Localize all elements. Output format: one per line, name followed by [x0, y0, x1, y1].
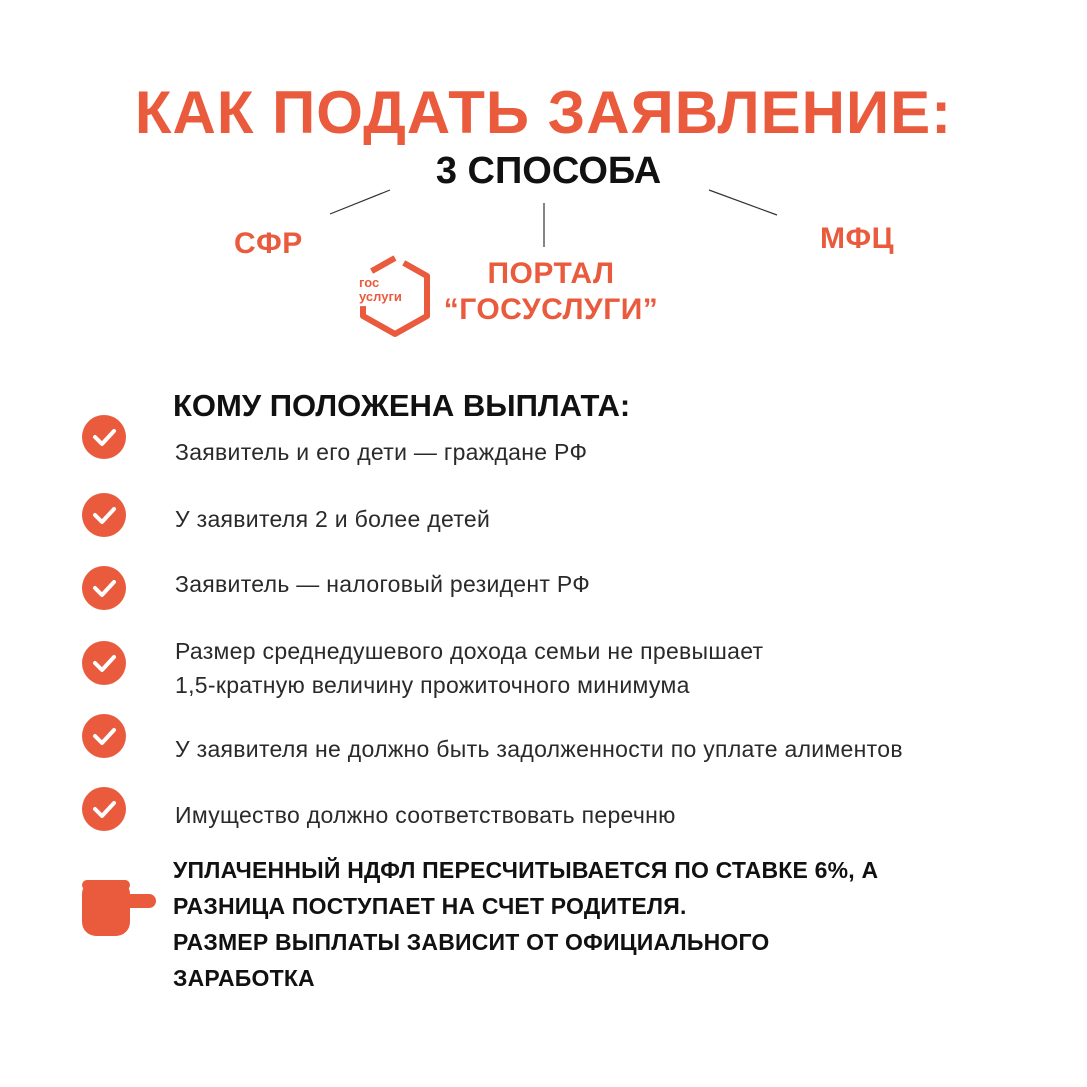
eligibility-title: КОМУ ПОЛОЖЕНА ВЫПЛАТА: — [173, 388, 631, 423]
eligibility-item: У заявителя не должно быть задолженности по уплате алиментов — [175, 736, 903, 762]
gosuslugi-logo — [357, 254, 433, 338]
eligibility-item: У заявителя 2 и более детей — [175, 506, 491, 532]
eligibility-item: Заявитель — налоговый резидент РФ — [175, 571, 591, 597]
eligibility-item: Имущество должно соответствовать перечню — [175, 802, 676, 828]
check-icon — [82, 415, 126, 459]
check-icon — [82, 714, 126, 758]
logo-text: гос услуги — [359, 275, 402, 304]
check-icon — [82, 641, 126, 685]
check-icon — [82, 787, 126, 831]
note-text: УПЛАЧЕННЫЙ НДФЛ ПЕРЕСЧИТЫВАЕТСЯ ПО СТАВКЕ 6%, А РАЗНИЦА ПОСТУПАЕТ НА СЧЕТ РОДИТЕЛЯ. РАЗМЕР ВЫПЛАТЫ ЗАВИСИТ ОТ ОФИЦИАЛЬНОГО ЗАРАБОТКА — [173, 857, 879, 991]
pointing-hand-icon — [80, 876, 160, 938]
check-icon — [82, 493, 126, 537]
page-title: КАК ПОДАТЬ ЗАЯВЛЕНИЕ: — [134, 79, 953, 146]
check-icon — [82, 566, 126, 610]
page-subtitle: 3 СПОСОБА — [435, 150, 662, 192]
method-mfc: МФЦ — [820, 222, 895, 255]
eligibility-item: Заявитель и его дети — граждане РФ — [175, 439, 588, 465]
method-gosuslugi: ПОРТАЛ “ГОСУСЛУГИ” — [443, 257, 659, 326]
connector-lines — [0, 0, 1087, 260]
eligibility-item: Размер среднедушевого дохода семьи не превышает 1,5-кратную величину прожиточного минимума — [175, 638, 764, 698]
method-sfr: СФР — [234, 227, 303, 260]
